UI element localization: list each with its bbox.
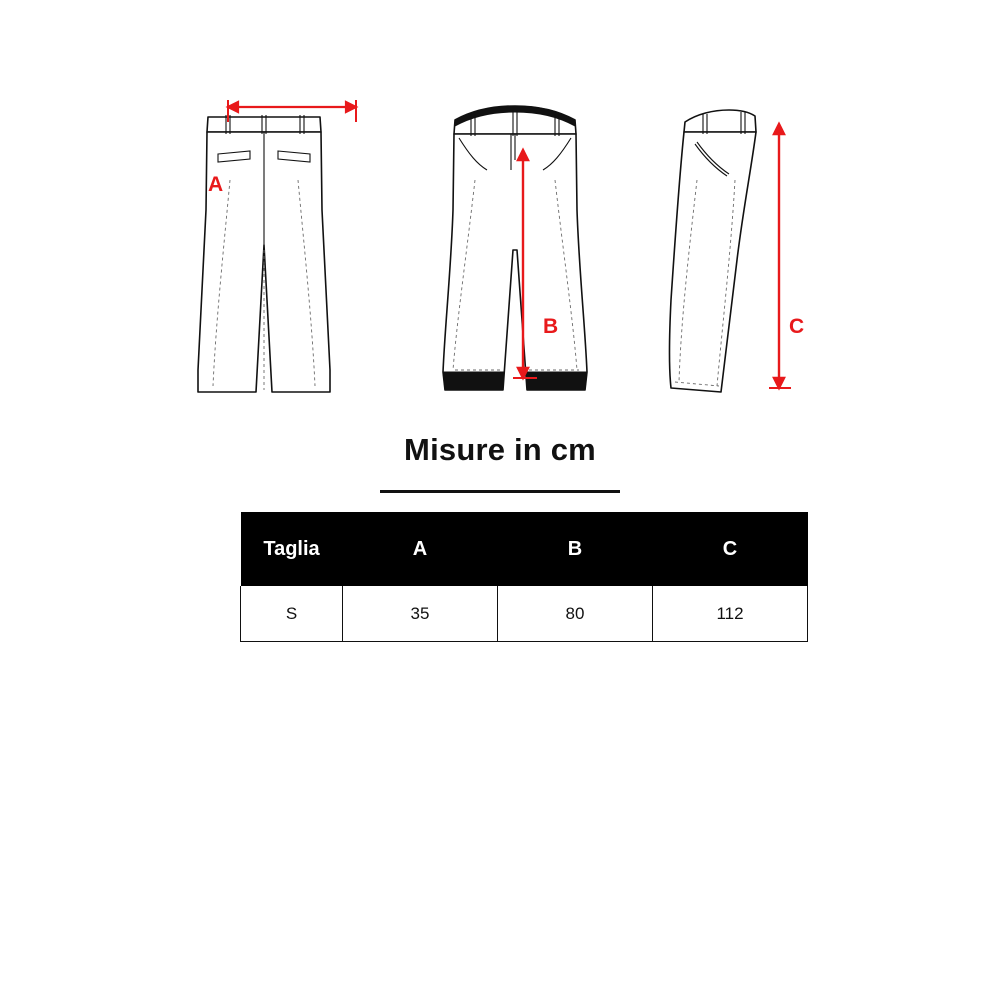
- cell-b: 80: [498, 586, 653, 642]
- measurement-line-a: [170, 70, 360, 400]
- title-block: [0, 432, 1000, 493]
- trousers-side-view: [645, 70, 825, 405]
- page-title: Misure in cm: [404, 432, 596, 467]
- measure-label-c: C: [789, 315, 805, 338]
- table-header-c: C: [653, 512, 808, 586]
- measure-label-a: A: [208, 173, 224, 196]
- size-table: [240, 512, 808, 642]
- cell-size: S: [241, 586, 343, 642]
- garment-illustrations: [0, 70, 1000, 410]
- measure-label-b: B: [543, 315, 559, 338]
- measurement-line-b: [425, 70, 605, 400]
- table-row: [241, 586, 808, 642]
- cell-a: 35: [343, 586, 498, 642]
- table-header-row: [241, 512, 808, 586]
- title-divider: [380, 490, 620, 493]
- table-header-a: A: [343, 512, 498, 586]
- table-header-size: Taglia: [241, 512, 343, 586]
- table-header-b: B: [498, 512, 653, 586]
- trousers-back-view: [170, 70, 360, 405]
- measurement-line-c: [645, 70, 825, 400]
- cell-c: 112: [653, 586, 808, 642]
- trousers-front-view: [425, 70, 605, 405]
